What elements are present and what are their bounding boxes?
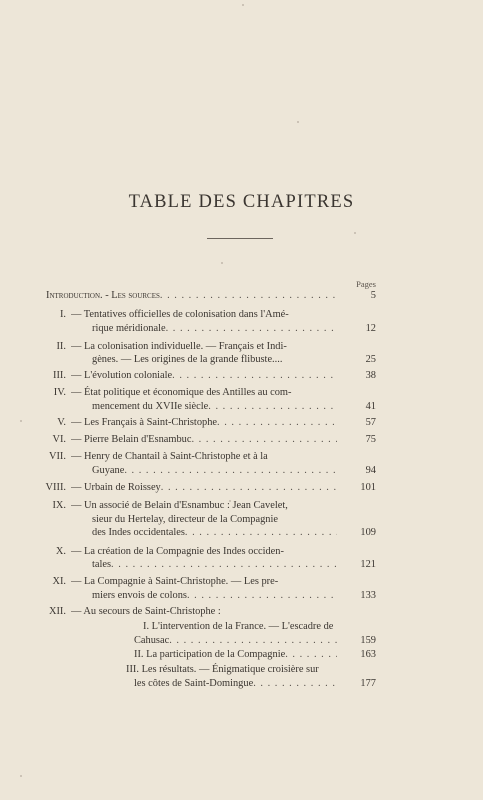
paper-speck	[242, 4, 244, 6]
toc-entry-text: sieur du Hertelay, directeur de la Compagnie	[92, 514, 278, 525]
toc-entry-text: — Henry de Chantail à Saint-Christophe et à la	[71, 451, 268, 462]
toc-page-number: 109	[360, 527, 376, 538]
title-rule	[207, 238, 273, 239]
chapter-number: XII.	[48, 606, 66, 617]
toc-entry-text: — Tentatives officielles de colonisation dans l'Amé-	[71, 309, 289, 320]
toc-page-number: 75	[365, 434, 376, 445]
toc-entry-text: des Indes occidentales	[92, 527, 185, 538]
toc-entry-text: — Au secours de Saint-Christophe :	[71, 606, 221, 617]
chapter-number: V.	[57, 417, 66, 428]
paper-speck	[229, 500, 231, 502]
toc-page-number: 101	[360, 482, 376, 493]
chapter-number: VIII.	[45, 482, 66, 493]
toc-entry-text: — La colonisation individuelle. — Français et Indi-	[71, 341, 287, 352]
toc-entry-text: mencement du XVIIe siècle	[92, 401, 209, 412]
toc-entry-text: Guyane	[92, 465, 125, 476]
toc-entry-text: I. L'intervention de la France. — L'escadre de	[143, 621, 334, 632]
toc-entry-text: II. La participation de la Compagnie	[134, 649, 286, 660]
toc-entry-text: rique méridionale	[92, 323, 166, 334]
toc-entry-text: miers envois de colons	[92, 590, 187, 601]
toc-entry-text: — État politique et économique des Antilles au com-	[71, 387, 292, 398]
toc-entry-text: les côtes de Saint-Domingue	[134, 678, 254, 689]
toc-page-number: 163	[360, 649, 376, 660]
toc-entry-text: — L'évolution coloniale	[71, 370, 173, 381]
page-title: TABLE DES CHAPITRES	[128, 192, 355, 212]
toc-page-number: 57	[365, 417, 376, 428]
toc-page-number: 121	[360, 559, 376, 570]
chapter-number: VII.	[48, 451, 66, 462]
chapter-number: II.	[56, 341, 66, 352]
chapter-number: IX.	[52, 500, 66, 511]
toc-page-number: 177	[360, 678, 376, 689]
paper-speck	[354, 232, 356, 234]
chapter-number: III.	[53, 370, 66, 381]
chapter-number: X.	[55, 546, 66, 557]
toc-page-number: 5	[370, 290, 376, 301]
toc-entry-text: tales	[92, 559, 112, 570]
toc-entry-text: III. Les résultats. — Énigmatique croisière sur	[126, 664, 319, 675]
toc-page-number: 41	[365, 401, 376, 412]
toc-entry-text: Cahusac	[134, 635, 170, 646]
toc-page-number: 38	[365, 370, 376, 381]
toc-page-number: 25	[365, 354, 376, 365]
toc-entry-text: — La création de la Compagnie des Indes occiden-	[71, 546, 284, 557]
toc-page-number: 133	[360, 590, 376, 601]
chapter-number: IV.	[53, 387, 66, 398]
toc-entry-text: — La Compagnie à Saint-Christophe. — Les pre-	[71, 576, 279, 587]
toc-entry-text: — Urbain de Roissey	[71, 482, 161, 493]
toc-page-number: 159	[360, 635, 376, 646]
chapter-number: XI.	[52, 576, 66, 587]
pages-column-header: Pages	[356, 279, 376, 289]
toc-entry-text: — Un associé de Belain d'Esnambuc : Jean Cavelet,	[71, 500, 288, 511]
toc-page-number: 12	[365, 323, 376, 334]
toc-entry-text: — Pierre Belain d'Esnambuc	[71, 434, 192, 445]
paper-speck	[20, 775, 22, 777]
toc-entry-text: Introduction. - Les sources	[46, 290, 160, 301]
chapter-number: I.	[59, 309, 66, 320]
paper-speck	[221, 262, 223, 264]
chapter-number: VI.	[52, 434, 66, 445]
paper-speck	[20, 420, 22, 422]
toc-entry-text: gènes. — Les origines de la grande flibuste....	[92, 354, 283, 365]
toc-page-number: 94	[365, 465, 376, 476]
paper-speck	[297, 121, 299, 123]
toc-entry-text: — Les Français à Saint-Christophe	[71, 417, 218, 428]
